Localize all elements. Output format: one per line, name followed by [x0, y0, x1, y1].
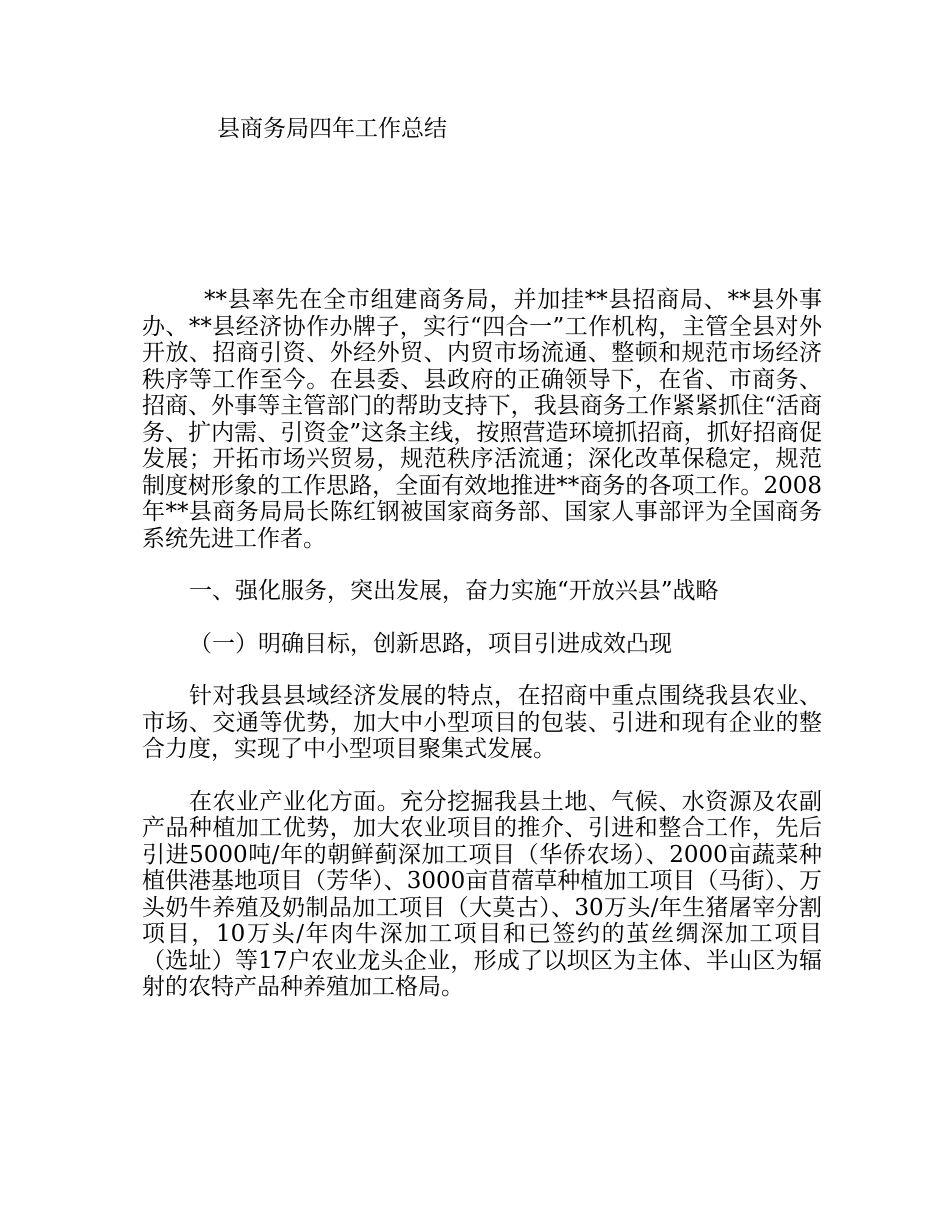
- document-body: [142, 287, 822, 1027]
- document-title: 县商务局四年工作总结: [217, 116, 447, 142]
- agriculture-paragraph: 在农业产业化方面。充分挖掘我县土地、气候、水资源及农副产品种植加工优势，加大农业项目的推介、引进和整合工作，先后引进5000吨/年的朝鲜蓟深加工项目（华侨农场）、2000亩蔬菜种植供港基地项目（芳华）、3000亩苜蓿草种植加工项目（马街）、万头奶牛养殖及奶制品加工项目（大莫古）、30万头/年生猪屠宰分割项目，10万头/年肉牛深加工项目和已签约的茧丝绸深加工项目（选址）等17户农业龙头企业，形成了以坝区为主体、半山区为辐射的农特产品种养殖加工格局。: [142, 788, 822, 1000]
- intro-paragraph: **县率先在全市组建商务局，并加挂**县招商局、**县外事办、**县经济协作办牌子，实行“四合一”工作机构，主管全县对外开放、招商引资、外经外贸、内贸市场流通、整顿和规范市场经济秩序等工作至今。在县委、县政府的正确领导下，在省、市商务、招商、外事等主管部门的帮助支持下，我县商务工作紧紧抓住“活商务、扩内需、引资金”这条主线，按照营造环境抓招商，抓好招商促发展；开拓市场兴贸易，规范秩序活流通；深化改革保稳定，规范制度树形象的工作思路，全面有效地推进**商务的各项工作。2008年**县商务局局长陈红钢被国家商务部、国家人事部评为全国商务系统先进工作者。: [142, 287, 822, 552]
- focus-paragraph: 针对我县县域经济发展的特点，在招商中重点围绕我县农业、市场、交通等优势，加大中小型项目的包装、引进和现有企业的整合力度，实现了中小型项目聚集式发展。: [142, 683, 822, 762]
- subsection-heading-1: （一）明确目标，创新思路，项目引进成效凸现: [189, 630, 672, 657]
- section-heading-1: 一、强化服务，突出发展，奋力实施“开放兴县”战略: [189, 578, 719, 604]
